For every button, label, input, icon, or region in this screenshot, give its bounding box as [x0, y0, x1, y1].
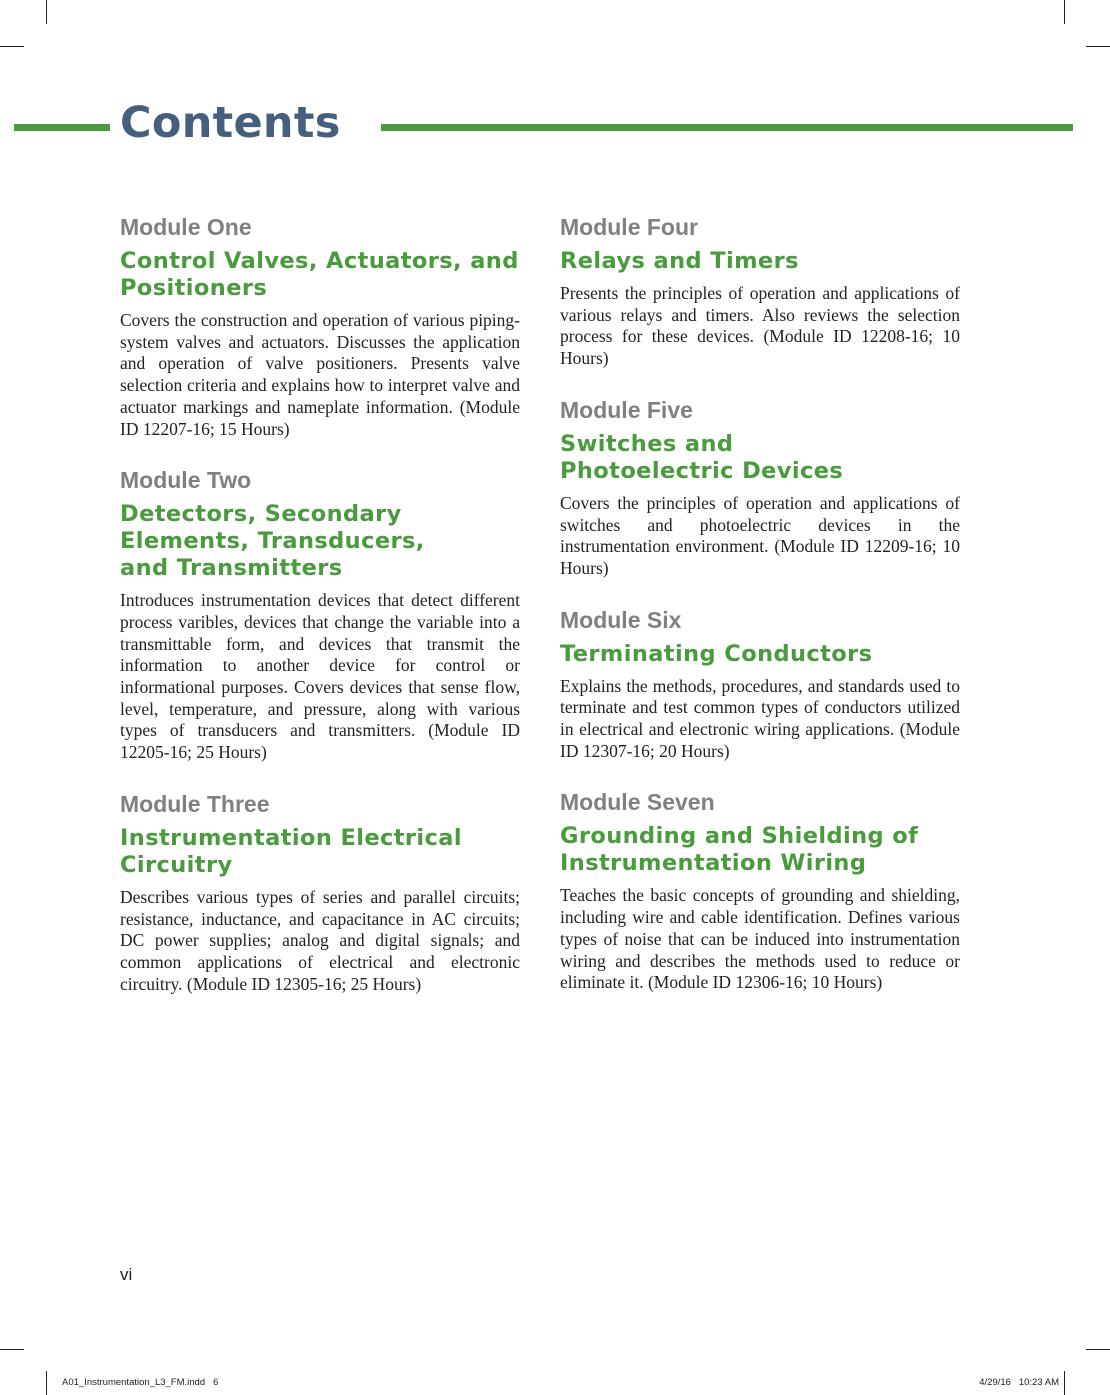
crop-mark-bottom-right: [1064, 1371, 1065, 1395]
module-number: Module One: [120, 214, 252, 240]
module-title: Relays and Timers: [560, 248, 799, 274]
module-description: Presents the principles of operation and applications of various relays and timers. Also reviews the selection process for these devices. (Module ID 12208-16; 10 Hours): [560, 283, 960, 369]
title-rule-left: [14, 124, 110, 131]
title-rule-right: [381, 124, 1073, 131]
module-entry: [120, 789, 520, 996]
module-number: Module Four: [560, 214, 698, 240]
module-description: Teaches the basic concepts of grounding and shielding, including wire and cable identification. Defines various types of noise that can be induced into instrumentation wiring and describes the methods used to reduce or eliminate it. (Module ID 12306-16; 10 Hours): [560, 885, 960, 993]
module-number: Module Seven: [560, 789, 715, 816]
module-title: Switches and Photoelectric Devices: [560, 430, 844, 484]
module-title: Instrumentation Electrical Circuitry: [120, 824, 462, 878]
module-description: Explains the methods, procedures, and standards used to terminate and test common types of conductors utilized in electrical and electronic wiring applications. (Module ID 12307-16; 20 Hours): [560, 675, 960, 761]
page-number: vi: [120, 1265, 133, 1284]
module-number: Module Three: [120, 790, 270, 817]
date-slug: 4/29/16 10:23 AM: [979, 1377, 1059, 1388]
crop-mark-bottom-right-h: [1086, 1349, 1110, 1350]
page-title: Contents: [120, 98, 341, 148]
module-entry: [560, 787, 960, 994]
module-description: Introduces instrumentation devices that detect different process varibles, devices that change the variable into a transmittable form, and devices that transmit the information to another device for control or informational purposes. Covers devices that sense flow, level, temperature, and pressure, along with various types of transducers and transmitters. (Module ID 12205-16; 25 Hours): [120, 590, 520, 763]
module-entry: [560, 605, 960, 763]
contents-column-right: [560, 212, 960, 1019]
crop-mark-top-right: [1064, 0, 1065, 24]
crop-mark-bottom-left-h: [0, 1349, 24, 1350]
crop-mark-top-left: [46, 0, 47, 24]
module-entry: [120, 212, 520, 440]
module-number: Module Six: [560, 606, 682, 633]
module-description: Covers the principles of operation and applications of switches and photoelectric devices in the instrumentation environment. (Module ID 12209-16; 10 Hours): [560, 492, 960, 578]
module-description: Covers the construction and operation of various piping-system valves and actuators. Discusses the application and operation of valve positioners. Presents valve selection criteria and explains how to interpret valve and actuator markings and nameplate information. (Module ID 12207-16; 15 Hours): [120, 310, 520, 439]
module-number: Module Two: [120, 467, 252, 494]
module-description: Describes various types of series and parallel circuits; resistance, inductance, and capacitance in AC circuits; DC power supplies; analog and digital signals; and common applications of electrical and electronic circuitry. (Module ID 12305-16; 25 Hours): [120, 886, 520, 994]
module-title: Grounding and Shielding of Instrumentation Wiring: [560, 823, 919, 877]
crop-mark-top-left-h: [0, 46, 24, 47]
module-title: Terminating Conductors: [560, 640, 873, 667]
module-title: Detectors, Secondary Elements, Transducers, and Transmitters: [120, 501, 425, 582]
contents-column-left: [120, 212, 520, 1020]
file-slug: A01_Instrumentation_L3_FM.indd 6: [62, 1377, 219, 1388]
crop-mark-top-right-h: [1086, 46, 1110, 47]
module-entry: [120, 465, 520, 764]
module-entry: [560, 395, 960, 580]
module-number: Module Five: [560, 396, 693, 423]
module-title: Control Valves, Actuators, and Positioners: [120, 248, 519, 301]
crop-mark-bottom-left: [46, 1371, 47, 1395]
module-entry: [560, 212, 960, 370]
